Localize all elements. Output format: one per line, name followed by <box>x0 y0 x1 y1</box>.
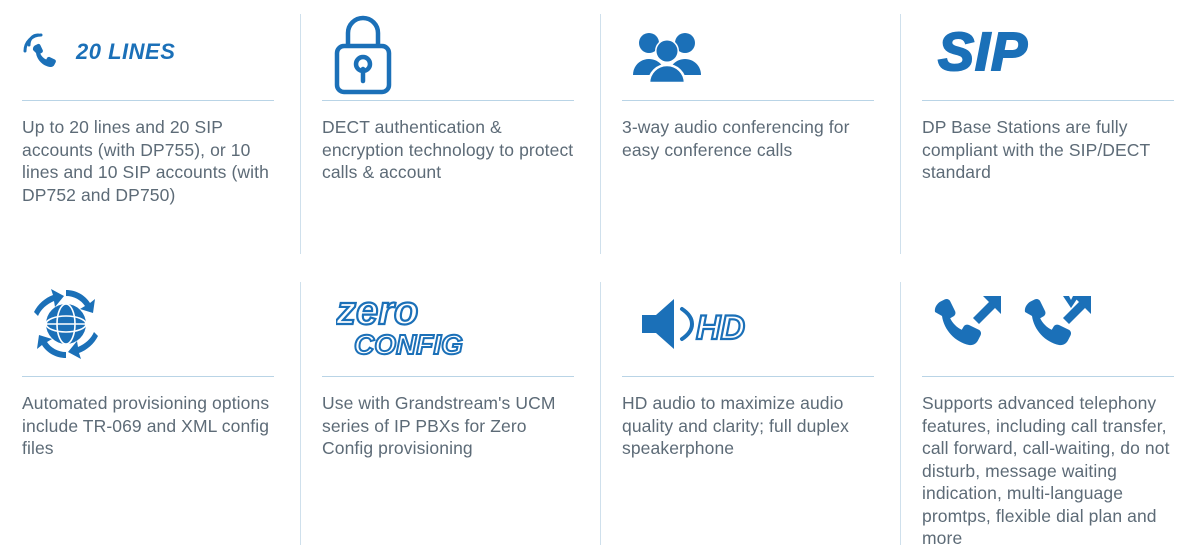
feature-icon-container <box>922 0 1178 100</box>
hd-speaker-icon <box>636 293 748 355</box>
feature-cell-telephony-features <box>900 268 1200 559</box>
feature-icon-container <box>322 268 578 376</box>
feature-cell-zero-config <box>300 268 600 559</box>
call-transfer-handsets-icon <box>932 292 1112 356</box>
feature-description: HD audio to maximize audio quality and clarity; full duplex speakerphone <box>622 393 849 459</box>
feature-icon-container <box>622 268 878 376</box>
feature-cell-dect-encryption <box>300 0 600 268</box>
feature-icon-label: 20 LINES <box>76 39 176 64</box>
feature-icon-container <box>322 0 578 100</box>
sip-text-icon: SIP <box>938 22 1029 82</box>
globe-provisioning-arrows-icon <box>22 282 110 366</box>
feature-description: Use with Grandstream's UCM series of IP PBXs for Zero Config provisioning <box>322 393 556 459</box>
svg-text:CONFIG: CONFIG <box>354 329 463 358</box>
feature-icon-container <box>622 0 878 100</box>
feature-icon-container <box>22 0 278 100</box>
feature-cell-provisioning <box>0 268 300 559</box>
feature-icon-container <box>22 268 278 376</box>
feature-description: DP Base Stations are fully compliant with the SIP/DECT standard <box>922 117 1151 183</box>
feature-description: 3-way audio conferencing for easy conference calls <box>622 117 850 160</box>
feature-cell-3way-conference <box>600 0 900 268</box>
feature-description: Automated provisioning options include TR-069 and XML config files <box>22 393 270 459</box>
phone-handset-20-lines-icon <box>22 29 70 75</box>
feature-description: Up to 20 lines and 20 SIP accounts (with DP755), or 10 lines and 10 SIP accounts (with DP752 and DP750) <box>22 117 269 205</box>
feature-icon-container <box>922 268 1178 376</box>
three-people-conference-icon <box>630 21 704 83</box>
svg-text:HD: HD <box>696 309 746 347</box>
feature-description: Supports advanced telephony features, including call transfer, call forward, call-waiting, do not disturb, message waiting indication, multi-language promtps, flexible dial plan and more <box>922 393 1170 549</box>
svg-text:zero: zero <box>336 290 419 333</box>
feature-cell-hd-audio <box>600 268 900 559</box>
feature-cell-20-lines <box>0 0 300 268</box>
padlock-icon <box>328 6 398 98</box>
feature-cell-sip <box>900 0 1200 268</box>
feature-description: DECT authentication & encryption technology to protect calls & account <box>322 117 574 183</box>
zero-config-text-icon <box>336 290 466 358</box>
